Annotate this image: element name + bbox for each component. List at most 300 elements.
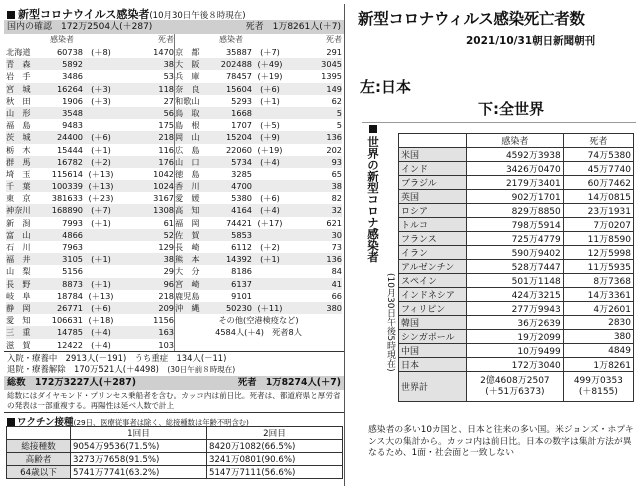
prefecture-name: 大 分 <box>175 266 200 277</box>
prefecture-cases: 8186 <box>231 266 252 277</box>
prefecture-name: 福 島 <box>6 120 31 131</box>
prefecture-diff <box>253 168 287 180</box>
prefecture-row <box>6 339 174 351</box>
country-cases: 829万8850 <box>467 204 564 218</box>
prefecture-name: 熊 本 <box>175 254 200 265</box>
domestic-deaths-label: 死者 <box>245 22 264 32</box>
prefecture-row <box>175 131 342 143</box>
world-col-country <box>399 134 467 148</box>
prefecture-deaths: 82 <box>331 193 342 204</box>
prefecture-diff: (＋17) <box>257 217 283 228</box>
prefecture-row <box>175 119 342 131</box>
prefecture-row <box>6 217 174 229</box>
prefecture-name: 神奈川 <box>6 205 31 216</box>
country-name: インド <box>399 162 467 176</box>
prefecture-row <box>6 144 174 156</box>
prefecture-name: 愛 知 <box>6 315 31 326</box>
prefecture-diff <box>253 278 287 290</box>
prefecture-deaths: 93 <box>331 156 342 167</box>
country-cases: 3426万0470 <box>467 162 564 176</box>
prefecture-diff: (＋13) <box>88 181 114 192</box>
prefecture-row <box>175 253 342 265</box>
prefecture-row <box>175 302 342 314</box>
prefecture-deaths: 53 <box>163 71 174 82</box>
prefecture-diff <box>84 265 118 277</box>
prefecture-deaths: 96 <box>163 278 174 289</box>
prefecture-diff <box>84 119 118 131</box>
square-bullet-icon <box>369 125 377 133</box>
prefecture-deaths: 149 <box>326 83 342 94</box>
prefecture-deaths: 136 <box>326 254 342 265</box>
prefecture-row <box>175 83 342 95</box>
prefecture-cases: 22060 <box>225 144 252 155</box>
prefecture-name: 京 都 <box>175 47 200 57</box>
prefecture-row <box>6 156 174 168</box>
prefecture-diff <box>253 229 287 241</box>
country-deaths: 74万5380 <box>563 148 633 162</box>
prefecture-diff <box>253 265 287 277</box>
world-header-row <box>399 134 634 148</box>
prefecture-row <box>175 144 342 156</box>
prefecture-name: 岩 手 <box>6 71 31 82</box>
country-cases: 590万9402 <box>467 246 564 260</box>
world-col-cases: 感染者 <box>467 134 564 148</box>
world-footnote: 感染者の多い10カ国と、日本と往来の多い国。米ジョンズ・ホプキンス大の集計から。カッコ内は前日比。日本の数字は集計方法が異なるため、1面・社会面と一致しない <box>368 425 634 459</box>
prefecture-cases: 15204 <box>225 132 252 143</box>
prefecture-name: 佐 賀 <box>175 229 200 240</box>
prefecture-deaths: 116 <box>158 144 174 155</box>
prefecture-deaths: 3045 <box>321 59 342 70</box>
world-total-deaths <box>563 372 633 402</box>
prefecture-row <box>6 95 174 107</box>
prefecture-cases: 16782 <box>56 156 83 167</box>
prefecture-cases: 26771 <box>56 302 83 313</box>
prefecture-row <box>6 192 174 204</box>
country-name: ブラジル <box>399 176 467 190</box>
prefecture-cases: 14785 <box>56 327 83 338</box>
prefecture-deaths: 1308 <box>153 205 174 216</box>
country-name: 米国 <box>399 148 467 162</box>
hospitalized-row: 入院・療養中 2913人(－191) うち重症 134人(－11) <box>7 352 227 363</box>
prefecture-diff: (＋7) <box>91 205 111 216</box>
prefecture-deaths: 218 <box>158 132 174 143</box>
vaccine-row <box>7 439 343 452</box>
vaccine-col-empty <box>7 426 71 439</box>
country-name: 韓国 <box>399 316 467 330</box>
country-cases: 19万2099 <box>467 330 564 344</box>
country-cases: 172万3040 <box>467 358 564 372</box>
prefecture-deaths: 3167 <box>153 193 174 204</box>
prefecture-diff <box>84 241 118 253</box>
country-name: シンガポール <box>399 330 467 344</box>
discharged-note: (30日午前８時現在) <box>167 364 236 374</box>
world-table <box>398 133 634 402</box>
prefecture-row <box>175 241 342 253</box>
vaccine-row-label: 高齢者 <box>7 452 71 465</box>
prefecture-name: 秋 田 <box>6 95 31 106</box>
country-cases: 10万9499 <box>467 344 564 358</box>
prefecture-name: 群 馬 <box>6 156 31 167</box>
prefecture-diff: (＋5) <box>260 120 280 131</box>
prefecture-cases: 7963 <box>62 242 83 252</box>
prefecture-name: 鹿児島 <box>175 290 200 301</box>
world-row <box>399 162 634 176</box>
total-value: 172万3227人(＋287) <box>34 376 136 388</box>
prefecture-deaths: 291 <box>326 47 342 57</box>
prefecture-cases: 7993 <box>62 217 83 228</box>
country-cases: 798万5914 <box>467 218 564 232</box>
prefecture-deaths: 218 <box>158 290 174 301</box>
prefecture-cases: 100339 <box>51 181 83 192</box>
country-deaths: 14万0815 <box>563 190 633 204</box>
world-row <box>399 302 634 316</box>
prefecture-diff <box>84 58 118 70</box>
prefecture-name: 鳥 取 <box>175 107 200 118</box>
prefecture-row <box>175 229 342 241</box>
domestic-count: 172万2504人(＋287) <box>61 22 153 32</box>
world-title-text: 世界の新型コロナ感染者 <box>366 136 380 263</box>
prefecture-deaths: 29 <box>163 266 174 277</box>
country-deaths: 60万7462 <box>563 176 633 190</box>
country-cases: 902万1701 <box>467 190 564 204</box>
prefecture-name: 福 井 <box>6 254 31 265</box>
domestic-summary-bar <box>4 20 344 34</box>
prefecture-row <box>6 83 174 95</box>
prefecture-diff: (＋13) <box>88 168 114 179</box>
prefecture-deaths: 61 <box>163 217 174 228</box>
prefecture-diff <box>84 70 118 82</box>
prefecture-row <box>6 265 174 277</box>
prefecture-name: 山 口 <box>175 156 200 167</box>
prefecture-deaths: 163 <box>158 327 174 338</box>
country-cases: 36万2639 <box>467 316 564 330</box>
japan-subtitle: (10月30日午後８時現在) <box>149 11 246 21</box>
country-name: フィリピン <box>399 302 467 316</box>
country-cases: 2179万3401 <box>467 176 564 190</box>
country-cases: 4592万3938 <box>467 148 564 162</box>
prefecture-row <box>175 95 342 107</box>
prefecture-name: 東 京 <box>6 193 31 204</box>
country-deaths: 11万5935 <box>563 260 633 274</box>
vaccine-dose1: 3273万7658(91.5%) <box>71 452 207 465</box>
country-deaths: 12万5998 <box>563 246 633 260</box>
vaccine-row-label: 総接種数 <box>7 439 71 452</box>
col-deaths-label: 死者 <box>158 35 174 44</box>
prefecture-cases: 4700 <box>231 181 252 192</box>
world-subtitle: (10月30日午後5時現在) <box>385 273 395 372</box>
prefecture-cases: 74421 <box>225 217 252 228</box>
prefecture-cases: 1906 <box>62 95 83 106</box>
prefecture-diff <box>84 229 118 241</box>
prefecture-diff: (＋4) <box>260 156 280 167</box>
prefecture-table <box>4 34 344 351</box>
prefecture-row <box>6 302 174 314</box>
prefecture-deaths: 1395 <box>321 71 342 82</box>
prefecture-diff: (＋4) <box>91 339 111 350</box>
prefecture-name: 長 崎 <box>175 242 200 252</box>
prefecture-row <box>175 107 342 119</box>
prefecture-name: 高 知 <box>175 205 200 216</box>
hospital-status <box>4 351 344 376</box>
col-cases-label: 感染者 <box>50 35 74 44</box>
prefecture-name: 埼 玉 <box>6 168 31 179</box>
prefecture-deaths: 103 <box>158 339 174 350</box>
prefecture-name: 富 山 <box>6 229 31 240</box>
prefecture-cases: 202488 <box>220 59 252 70</box>
japan-header <box>4 4 344 20</box>
prefecture-deaths: 73 <box>331 242 342 252</box>
prefecture-name: 兵 庫 <box>175 71 200 82</box>
world-clipping <box>362 122 636 484</box>
prefecture-cases: 1707 <box>231 120 252 131</box>
prefecture-name: 滋 賀 <box>6 339 31 350</box>
prefecture-row <box>6 131 174 143</box>
vaccine-dose1: 5741万7741(63.2%) <box>71 465 207 478</box>
prefecture-cases: 6112 <box>231 242 252 252</box>
vaccine-dose1: 9054万9536(71.5%) <box>71 439 207 452</box>
country-name: インドネシア <box>399 288 467 302</box>
world-total-cases-value: 2億4608万2507 <box>480 375 550 386</box>
world-row <box>399 176 634 190</box>
prefecture-deaths: 62 <box>331 95 342 106</box>
prefecture-diff: (＋6) <box>260 193 280 204</box>
prefecture-name: 奈 良 <box>175 83 200 94</box>
prefecture-cases: 6137 <box>231 278 252 289</box>
prefecture-row <box>6 168 174 180</box>
col-cases-label: 感染者 <box>219 35 243 44</box>
prefecture-deaths: 1470 <box>153 47 174 57</box>
prefecture-cases: 15444 <box>56 144 83 155</box>
prefecture-cases: 35887 <box>225 47 252 57</box>
prefecture-row <box>6 278 174 290</box>
prefecture-column-right <box>174 34 342 351</box>
prefecture-header <box>6 34 174 46</box>
prefecture-diff: (＋6) <box>91 132 111 143</box>
world-row <box>399 246 634 260</box>
prefecture-diff: (＋1) <box>91 254 111 265</box>
prefecture-name: 静 岡 <box>6 302 31 313</box>
prefecture-diff: (＋6) <box>91 302 111 313</box>
col-deaths-label: 死者 <box>326 35 342 44</box>
japan-title: 新型コロナウイルス感染者 <box>18 8 150 21</box>
world-title <box>364 125 381 263</box>
prefecture-row <box>175 46 342 58</box>
right-panel <box>352 0 640 490</box>
country-deaths: 4849 <box>563 344 633 358</box>
left-label: 左:日本 <box>360 78 411 96</box>
world-col-deaths: 死者 <box>563 134 633 148</box>
prefecture-name: 宮 崎 <box>175 278 200 289</box>
prefecture-row <box>175 278 342 290</box>
prefecture-name: 広 島 <box>175 144 200 155</box>
prefecture-name: 香 川 <box>175 181 200 192</box>
prefecture-deaths: 176 <box>158 156 174 167</box>
prefecture-name: 栃 木 <box>6 144 31 155</box>
prefecture-deaths: 41 <box>331 278 342 289</box>
prefecture-diff: (＋13) <box>88 290 114 301</box>
prefecture-diff: (＋8) <box>91 47 111 57</box>
prefecture-name: 青 森 <box>6 59 31 70</box>
square-bullet-icon <box>7 11 15 19</box>
prefecture-row <box>175 265 342 277</box>
vaccine-row <box>7 465 343 478</box>
total-label: 総数 <box>7 376 26 388</box>
prefecture-cases: 8873 <box>62 278 83 289</box>
prefecture-name: 茨 城 <box>6 132 31 143</box>
prefecture-cases: 115614 <box>51 168 83 179</box>
prefecture-name: 千 葉 <box>6 181 31 192</box>
prefecture-row <box>175 217 342 229</box>
vaccine-dose2: 5147万7111(56.6%) <box>207 465 343 478</box>
prefecture-cases: 3285 <box>231 168 252 179</box>
prefecture-cases: 9101 <box>231 290 252 301</box>
prefecture-cases: 5156 <box>62 266 83 277</box>
world-row <box>399 316 634 330</box>
country-cases: 725万4779 <box>467 232 564 246</box>
prefecture-diff: (＋1) <box>91 278 111 289</box>
prefecture-diff <box>84 107 118 119</box>
prefecture-row <box>6 290 174 302</box>
prefecture-deaths: 209 <box>158 302 174 313</box>
vaccine-header <box>4 413 344 426</box>
prefecture-cases: 4164 <box>231 205 252 216</box>
japan-clipping <box>4 4 345 486</box>
prefecture-row <box>175 168 342 180</box>
prefecture-name: 長 野 <box>6 278 31 289</box>
prefecture-cases: 106631 <box>51 315 83 326</box>
prefecture-cases: 5892 <box>62 59 83 70</box>
prefecture-diff: (＋4) <box>260 205 280 216</box>
country-deaths: 8万7368 <box>563 274 633 288</box>
prefecture-deaths: 84 <box>331 266 342 277</box>
prefecture-name: 島 根 <box>175 120 200 131</box>
prefecture-diff <box>253 107 287 119</box>
country-name: 日本 <box>399 358 467 372</box>
prefecture-cases: 24400 <box>56 132 83 143</box>
prefecture-deaths: 52 <box>163 229 174 240</box>
source-date: 2021/10/31朝日新聞朝刊 <box>466 35 596 47</box>
prefecture-deaths: 1156 <box>153 315 174 326</box>
prefecture-row <box>6 46 174 58</box>
prefecture-cases: 50230 <box>225 302 252 313</box>
prefecture-deaths: 1024 <box>153 181 174 192</box>
prefecture-diff: (＋2) <box>91 156 111 167</box>
prefecture-diff: (＋19) <box>257 71 283 82</box>
prefecture-diff: (＋11) <box>257 302 283 313</box>
world-row <box>399 148 634 162</box>
prefecture-name: 宮 城 <box>6 83 31 94</box>
prefecture-diff: (＋3) <box>91 83 111 94</box>
world-total-deaths-diff: (＋8155) <box>578 386 618 397</box>
page-title: 新型コロナウィルス感染死亡者数 <box>358 10 585 28</box>
prefecture-diff: (＋4) <box>91 327 111 338</box>
prefecture-deaths: 175 <box>158 120 174 131</box>
prefecture-cases: 1668 <box>231 107 252 118</box>
discharged-text: 退院・療養解除 170万521人(＋4498) <box>7 363 159 374</box>
prefecture-diff: (＋1) <box>91 144 111 155</box>
prefecture-diff: (＋18) <box>88 315 114 326</box>
prefecture-name: 岐 阜 <box>6 290 31 301</box>
country-name: 中国 <box>399 344 467 358</box>
domestic-label: 国内の確認 <box>7 22 53 32</box>
prefecture-name: 山 形 <box>6 107 31 118</box>
prefecture-row <box>6 326 174 338</box>
prefecture-row <box>6 58 174 70</box>
prefecture-deaths: 5 <box>336 107 342 118</box>
world-label: 下:全世界 <box>478 100 544 118</box>
prefecture-cases: 3486 <box>62 71 83 82</box>
prefecture-diff: (＋23) <box>88 193 114 204</box>
prefecture-column-left <box>6 34 174 351</box>
vaccine-row <box>7 452 343 465</box>
prefecture-cases: 14392 <box>225 254 252 265</box>
country-deaths: 23万1931 <box>563 204 633 218</box>
prefecture-name: 山 梨 <box>6 266 31 277</box>
prefecture-deaths: 129 <box>158 242 174 252</box>
vaccine-note: (29日、医療従事者は除く、総接種数は年齢不明含む) <box>73 417 249 427</box>
prefecture-deaths: 38 <box>331 181 342 192</box>
country-name: 英国 <box>399 190 467 204</box>
prefecture-diff: (＋3) <box>91 95 111 106</box>
prefecture-row <box>6 180 174 192</box>
prefecture-deaths: 56 <box>163 107 174 118</box>
country-cases: 528万7447 <box>467 260 564 274</box>
prefecture-row <box>6 119 174 131</box>
world-row <box>399 330 634 344</box>
prefecture-diff: (＋9) <box>260 132 280 143</box>
discharged-row <box>7 364 341 375</box>
prefecture-deaths: 38 <box>163 254 174 265</box>
prefecture-name: 徳 島 <box>175 168 200 179</box>
prefecture-cases: 5853 <box>231 229 252 240</box>
prefecture-name: 石 川 <box>6 242 31 252</box>
prefecture-cases: 12422 <box>56 339 83 350</box>
country-deaths: 45万7740 <box>563 162 633 176</box>
prefecture-deaths: 1042 <box>153 168 174 179</box>
country-deaths: 1万8261 <box>563 358 633 372</box>
world-row <box>399 204 634 218</box>
prefecture-diff: (＋19) <box>257 144 283 155</box>
prefecture-cases: 16264 <box>56 83 83 94</box>
prefecture-deaths: 65 <box>331 168 342 179</box>
world-total-deaths-value: 499万0353 <box>573 375 623 386</box>
prefecture-cases: 18784 <box>56 290 83 301</box>
prefecture-cases: 3548 <box>62 107 83 118</box>
prefecture-row <box>175 70 342 82</box>
vaccine-header-row <box>7 426 343 439</box>
country-cases: 501万1148 <box>467 274 564 288</box>
prefecture-row <box>6 204 174 216</box>
prefecture-deaths: 621 <box>326 217 342 228</box>
prefecture-cases: 78457 <box>225 71 252 82</box>
prefecture-deaths: 32 <box>331 205 342 216</box>
world-total-label: 世界計 <box>399 372 467 402</box>
prefecture-cases: 5380 <box>231 193 252 204</box>
prefecture-name: 新 潟 <box>6 217 31 228</box>
prefecture-row <box>6 229 174 241</box>
other-values: 4584人(＋4) 死者8人 <box>215 327 302 338</box>
world-row <box>399 274 634 288</box>
prefecture-cases: 381633 <box>51 193 83 204</box>
country-name: アルゼンチン <box>399 260 467 274</box>
country-cases: 277万9943 <box>467 302 564 316</box>
prefecture-row <box>175 204 342 216</box>
prefecture-cases: 3105 <box>62 254 83 265</box>
prefecture-name: 大 阪 <box>175 59 200 70</box>
prefecture-diff: (＋7) <box>260 47 280 57</box>
country-deaths: 4万2601 <box>563 302 633 316</box>
world-row <box>399 218 634 232</box>
